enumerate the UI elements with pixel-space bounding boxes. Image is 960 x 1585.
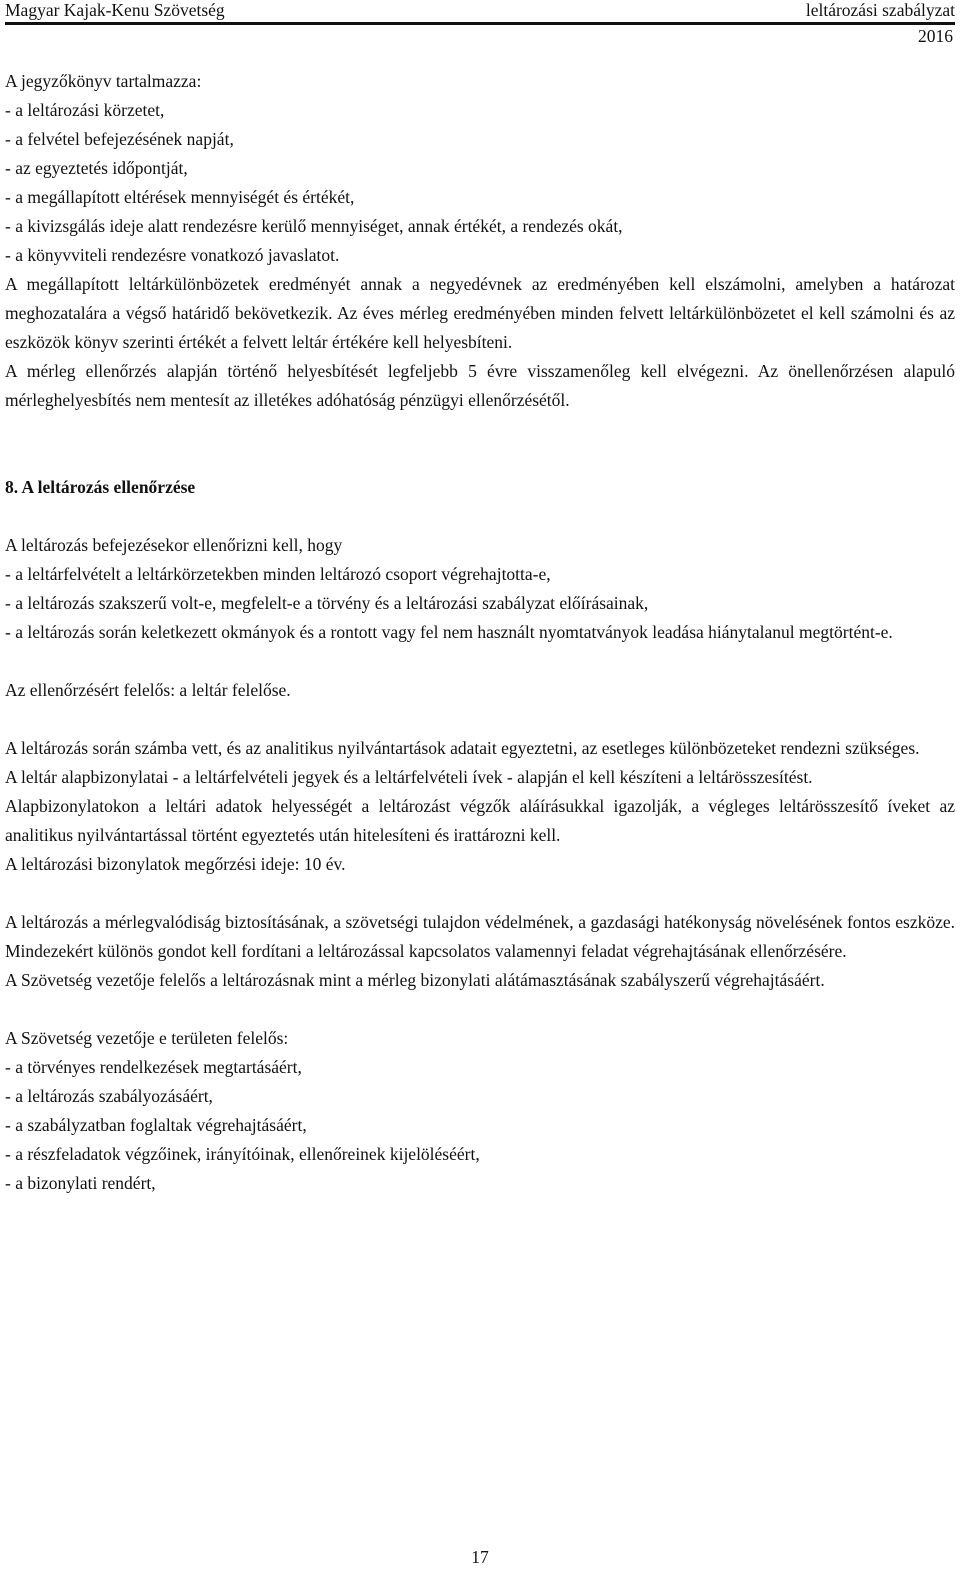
spacer: [5, 995, 955, 1024]
spacer: [5, 705, 955, 734]
list-item: A jegyzőkönyv tartalmazza:: [5, 71, 202, 91]
header-organization: Magyar Kajak-Kenu Szövetség: [5, 0, 225, 20]
spacer: [5, 415, 955, 473]
list-item: - a részfeladatok végzőinek, irányítóinak, ellenőreinek kijelöléséért,: [5, 1144, 480, 1164]
list-item: - a könyvviteli rendezésre vonatkozó javaslatot.: [5, 245, 340, 265]
list-item: - a leltározás során keletkezett okmányok és a rontott vagy fel nem használt nyomtatványok leadása hiánytalanul megtörtént-e.: [5, 622, 893, 642]
list-item: - a leltározás szakszerű volt-e, megfelelt-e a törvény és a leltározási szabályzat előírásainak,: [5, 593, 649, 613]
page-number: 17: [471, 1547, 489, 1567]
paragraph: A Szövetség vezetője felelős a leltározásnak mint a mérleg bizonylati alátámasztásának szabályszerű végrehajtásáért.: [5, 970, 825, 990]
paragraph: A leltározási bizonylatok megőrzési ideje: 10 év.: [5, 854, 346, 874]
list-item: - a leltározási körzetet,: [5, 100, 165, 120]
spacer: [5, 879, 955, 908]
list-item: - a törvényes rendelkezések megtartásáért,: [5, 1057, 302, 1077]
paragraph: Alapbizonylatokon a leltári adatok helyességét a leltározást végzők aláírásukkal igazolják, a végleges leltárösszesítő íveket az analitikus nyilvántartással történt egyeztetés után hitelesíteni és irattározni kell.: [5, 796, 955, 845]
list-item: - az egyeztetés időpontját,: [5, 158, 188, 178]
paragraph: A megállapított leltárkülönbözetek eredményét annak a negyedévnek az eredményében kell elszámolni, amelyben a határozat meghozatalára a végső határidő bekövetkezik. Az éves mérleg eredményében minden felvett leltárkülönbözetet el kell számolni és az eszközök könyv szerinti értékét a felvett leltár értékére kell helyesbíteni.: [5, 274, 955, 352]
list-item: A leltározás befejezésekor ellenőrizni kell, hogy: [5, 535, 343, 555]
list-item: - a szabályzatban foglaltak végrehajtásáért,: [5, 1115, 307, 1135]
list-item: - a megállapított eltérések mennyiségét és értékét,: [5, 187, 355, 207]
header-document-title: leltározási szabályzat: [805, 0, 955, 20]
header-year: 2016: [918, 26, 953, 46]
page-header: [5, 0, 955, 22]
list-item: - a bizonylati rendért,: [5, 1173, 156, 1193]
spacer: [5, 502, 955, 531]
list-item: - a leltározás szabályozásáért,: [5, 1086, 213, 1106]
paragraph: A leltározás során számba vett, és az analitikus nyilvántartások adatait egyeztetni, az esetleges különbözeteket rendezni szükséges.: [5, 738, 920, 758]
paragraph: A leltározás a mérlegvalódiság biztosításának, a szövetségi tulajdon védelmének, a gazdasági hatékonyság növelésének fontos eszköze. Mindezekért különös gondot kell fordítani a leltározással kapcsolatos valamennyi feladat végrehajtásának ellenőrzésére.: [5, 912, 955, 961]
paragraph: A leltár alapbizonylatai - a leltárfelvételi jegyek és a leltárfelvételi ívek - alapján el kell készíteni a leltárösszesítést.: [5, 767, 813, 787]
paragraph: A mérleg ellenőrzés alapján történő helyesbítését legfeljebb 5 évre visszamenőleg kell elvégezni. Az önellenőrzésen alapuló mérleghelyesbítés nem mentesít az illetékes adóhatóság pénzügyi ellenőrzésétől.: [5, 361, 955, 410]
list-item: - a leltárfelvételt a leltárkörzetekben minden leltározó csoport végrehajtotta-e,: [5, 564, 551, 584]
header-divider: [5, 22, 955, 25]
list-item: - a kivizsgálás ideje alatt rendezésre kerülő mennyiséget, annak értékét, a rendezés okát,: [5, 216, 623, 236]
list-item: A Szövetség vezetője e területen felelős:: [5, 1028, 289, 1048]
responsible-line: Az ellenőrzésért felelős: a leltár felelőse.: [5, 680, 291, 700]
spacer: [5, 647, 955, 676]
section-heading: 8. A leltározás ellenőrzése: [5, 477, 196, 497]
list-item: - a felvétel befejezésének napját,: [5, 129, 234, 149]
document-body: [5, 67, 955, 1198]
